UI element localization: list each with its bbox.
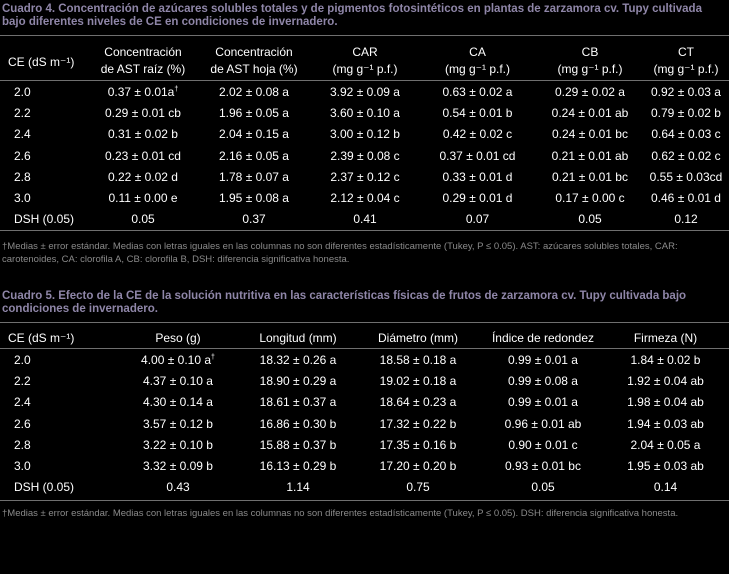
table5-cell-r6-c4: 0.05 xyxy=(531,480,555,495)
table4-cell-r6-c2: 0.37 xyxy=(242,212,266,227)
table5-cell-r5-c1: 3.32 ± 0.09 b xyxy=(143,459,213,473)
table4-cell-r1-c4: 0.54 ± 0.01 b xyxy=(442,106,513,121)
table5-caption: Cuadro 5. Efecto de la CE de la solución nutritiva en las características físicas de frutos de zarzamora cv. Tupy cultivada bajo condiciones de invernadero. xyxy=(2,290,687,315)
table5-cell-r1-c4: 0.99 ± 0.08 a xyxy=(508,374,578,389)
table4-cell-r5-c3: 2.12 ± 0.04 c xyxy=(330,191,400,205)
table5-cell-r0-c2: 18.32 ± 0.26 a xyxy=(259,353,337,367)
table4-bottom-rule xyxy=(0,230,729,231)
table4-cell-r3-c1: 0.23 ± 0.01 cd xyxy=(105,148,181,163)
table5-cell-r4-c5: 2.04 ± 0.05 a xyxy=(630,437,701,452)
table5-cell-r6-c5: 0.14 xyxy=(653,480,678,495)
table5-cell-r3-c0: 2.6 xyxy=(14,416,31,431)
table4-cell-r4-c1: 0.22 ± 0.02 d xyxy=(108,169,178,184)
table5-note: †Medias ± error estándar. Medias con letras iguales en las columnas no son diferentes estadísticamente (Tukey, P ≤ 0.05). DSH: diferencia significativa honesta. xyxy=(2,508,679,519)
table5-cell-r3-c3: 17.32 ± 0.22 b xyxy=(379,416,457,431)
table4-header-2-line-0: Concentración xyxy=(215,45,293,59)
table4-cell-r0-c3: 3.92 ± 0.09 a xyxy=(330,85,400,99)
table4-cell-r0-c2: 2.02 ± 0.08 a xyxy=(219,85,289,99)
table4-cell-r5-c4: 0.29 ± 0.01 d xyxy=(442,191,513,205)
table4-header-6-line-1: (mg g⁻¹ p.f.) xyxy=(653,62,719,76)
table5-cell-r2-c5: 1.98 ± 0.04 ab xyxy=(627,395,704,410)
table5-header-0: CE (dS m⁻¹) xyxy=(8,331,75,345)
table5-cell-r2-c0: 2.4 xyxy=(14,395,31,410)
table4-cell-r2-c5: 0.24 ± 0.01 bc xyxy=(552,127,628,142)
table5-cell-r4-c1: 3.22 ± 0.10 b xyxy=(143,437,213,452)
table5-cell-r4-c3: 17.35 ± 0.16 b xyxy=(379,437,457,452)
table4-cell-r5-c1: 0.11 ± 0.00 e xyxy=(108,191,178,205)
table5-cell-r5-c4: 0.93 ± 0.01 bc xyxy=(505,459,581,473)
table4-cell-r2-c1: 0.31 ± 0.02 b xyxy=(108,127,178,142)
table4-cell-r3-c3: 2.39 ± 0.08 c xyxy=(330,148,400,163)
table5-cell-r1-c2: 18.90 ± 0.29 a xyxy=(259,374,337,389)
table4-header-3-line-1: (mg g⁻¹ p.f.) xyxy=(332,62,398,76)
table5-cell-r2-c3: 18.64 ± 0.23 a xyxy=(379,395,457,410)
table4-note: †Medias ± error estándar. Medias con letras iguales en las columnas no son diferentes estadísticamente (Tukey, P ≤ 0.05). AST: azúcares solubles totales, CAR: carotenoides, CA: clorofila A, CB: clorofila B, DSH: diferencia significativa honesta. xyxy=(2,241,678,265)
table5-header-2: Longitud (mm) xyxy=(259,331,337,345)
table4-cell-r1-c0: 2.2 xyxy=(14,106,31,121)
table5-cell-r3-c4: 0.96 ± 0.01 ab xyxy=(504,416,582,431)
table4-cell-r6-c6: 0.12 xyxy=(674,212,698,227)
table4-top-rule xyxy=(0,35,729,36)
table5-cell-r6-c1: 0.43 xyxy=(166,480,190,495)
table5-cell-r0-c4: 0.99 ± 0.01 a xyxy=(508,353,578,367)
table5-cell-r0-c3: 18.58 ± 0.18 a xyxy=(379,353,457,367)
table4-cell-r0-c1: 0.37 ± 0.01a† xyxy=(107,85,179,99)
table4-cell-r3-c6: 0.62 ± 0.02 c xyxy=(651,148,721,163)
table4-cell-r1-c3: 3.60 ± 0.10 a xyxy=(330,106,400,121)
table5-cell-r1-c5: 1.92 ± 0.04 ab xyxy=(627,374,704,389)
table5-cell-r0-c1: 4.00 ± 0.10 a† xyxy=(141,353,215,367)
table5-cell-r3-c5: 1.94 ± 0.03 ab xyxy=(627,416,704,431)
table5-cell-r6-c0: DSH (0.05) xyxy=(14,480,75,495)
table4-cell-r3-c4: 0.37 ± 0.01 cd xyxy=(439,148,516,163)
table4-cell-r1-c6: 0.79 ± 0.02 b xyxy=(651,106,721,121)
table4-cell-r6-c3: 0.41 xyxy=(353,212,377,227)
table4-cell-r1-c2: 1.96 ± 0.05 a xyxy=(219,106,289,121)
table5-cell-r5-c0: 3.0 xyxy=(14,459,31,473)
table4-header-5-line-0: CB xyxy=(581,45,599,59)
table4-cell-r4-c5: 0.21 ± 0.01 bc xyxy=(552,169,628,184)
table4-cell-r5-c2: 1.95 ± 0.08 a xyxy=(219,191,289,205)
table4-header-1-line-0: Concentración xyxy=(104,45,182,59)
table5-cell-r4-c2: 15.88 ± 0.37 b xyxy=(259,437,337,452)
table4-header-6-line-0: CT xyxy=(678,45,694,59)
table4-cell-r2-c3: 3.00 ± 0.12 b xyxy=(330,127,400,142)
table5-cell-r4-c0: 2.8 xyxy=(14,437,31,452)
table4-cell-r5-c5: 0.17 ± 0.00 c xyxy=(555,191,625,205)
table4-cell-r6-c5: 0.05 xyxy=(578,212,602,227)
table5-cell-r3-c2: 16.86 ± 0.30 b xyxy=(259,416,337,431)
table4-cell-r0-c6: 0.92 ± 0.03 a xyxy=(651,85,721,99)
table4-header-2-line-1: de AST hoja (%) xyxy=(210,62,298,76)
table4-header-1-line-1: de AST raíz (%) xyxy=(100,62,186,76)
table5-cell-r6-c2: 1.14 xyxy=(286,480,310,495)
table5-cell-r0-c0: 2.0 xyxy=(14,353,31,367)
table5-cell-r1-c0: 2.2 xyxy=(14,374,31,389)
table4-cell-r3-c2: 2.16 ± 0.05 a xyxy=(219,148,289,163)
table4-cell-r1-c1: 0.29 ± 0.01 cb xyxy=(105,106,181,121)
table4-cell-r4-c6: 0.55 ± 0.03cd xyxy=(649,169,723,184)
table5-cell-r4-c4: 0.90 ± 0.01 c xyxy=(508,437,578,452)
table4-cell-r6-c1: 0.05 xyxy=(131,212,155,227)
table4-cell-r6-c4: 0.07 xyxy=(465,212,490,227)
table4-cell-r0-c5: 0.29 ± 0.02 a xyxy=(555,85,625,99)
table4-header-4-line-1: (mg g⁻¹ p.f.) xyxy=(444,62,510,76)
table5-cell-r5-c5: 1.95 ± 0.03 ab xyxy=(627,459,704,473)
table4-cell-r0-c0: 2.0 xyxy=(14,85,31,99)
table5-bottom-rule xyxy=(0,500,729,501)
table4-cell-r2-c6: 0.64 ± 0.03 c xyxy=(651,127,721,142)
table4-cell-r4-c2: 1.78 ± 0.07 a xyxy=(219,169,289,184)
footnote-marker: † xyxy=(174,86,179,93)
table4-cell-r4-c0: 2.8 xyxy=(14,169,31,184)
table5-cell-r5-c3: 17.20 ± 0.20 b xyxy=(379,459,457,473)
table5-cell-r2-c1: 4.30 ± 0.14 a xyxy=(143,395,213,410)
table5-cell-r0-c5: 1.84 ± 0.02 b xyxy=(630,353,701,367)
footnote-marker: † xyxy=(211,354,215,361)
table4-cell-r3-c5: 0.21 ± 0.01 ab xyxy=(551,148,629,163)
table5-header-rule xyxy=(0,348,729,349)
table4-caption: Cuadro 4. Concentración de azúcares solubles totales y de pigmentos fotosintéticos en plantas de zarzamora cv. Tupy cultivada bajo diferentes niveles de CE en condiciones de invernadero. xyxy=(2,3,702,28)
table4-header-rule xyxy=(0,80,729,81)
table4-cell-r4-c4: 0.33 ± 0.01 d xyxy=(442,169,513,184)
table5-cell-r1-c1: 4.37 ± 0.10 a xyxy=(143,374,213,389)
table5-cell-r5-c2: 16.13 ± 0.29 b xyxy=(259,459,337,473)
table5-header-1: Peso (g) xyxy=(155,331,201,345)
table4-cell-r6-c0: DSH (0.05) xyxy=(14,212,75,227)
table5-header-3: Diámetro (mm) xyxy=(378,331,458,345)
table4-cell-r2-c4: 0.42 ± 0.02 c xyxy=(442,127,513,142)
table4-header-3-line-0: CAR xyxy=(352,45,378,59)
table5-header-4: Índice de redondez xyxy=(491,331,595,345)
table4-header-4-line-0: CA xyxy=(469,45,486,59)
table4-cell-r4-c3: 2.37 ± 0.12 c xyxy=(330,169,400,184)
table5-cell-r2-c4: 0.99 ± 0.01 a xyxy=(508,395,578,410)
table4-cell-r2-c0: 2.4 xyxy=(14,127,31,142)
table4-cell-r1-c5: 0.24 ± 0.01 ab xyxy=(551,106,629,121)
table4-cell-r5-c0: 3.0 xyxy=(14,191,31,205)
table4-cell-r2-c2: 2.04 ± 0.15 a xyxy=(219,127,289,142)
table5-cell-r2-c2: 18.61 ± 0.37 a xyxy=(259,395,337,410)
table4-header-0: CE (dS m⁻¹) xyxy=(8,55,75,69)
table4-cell-r0-c4: 0.63 ± 0.02 a xyxy=(442,85,513,99)
table5-cell-r3-c1: 3.57 ± 0.12 b xyxy=(143,416,213,431)
table4-cell-r5-c6: 0.46 ± 0.01 d xyxy=(651,191,721,205)
table5-cell-r1-c3: 19.02 ± 0.18 a xyxy=(379,374,457,389)
table4-cell-r3-c0: 2.6 xyxy=(14,148,31,163)
table5-header-5: Firmeza (N) xyxy=(633,331,698,345)
table4-header-5-line-1: (mg g⁻¹ p.f.) xyxy=(557,62,623,76)
table5-top-rule xyxy=(0,322,729,323)
table5-cell-r6-c3: 0.75 xyxy=(406,480,430,495)
